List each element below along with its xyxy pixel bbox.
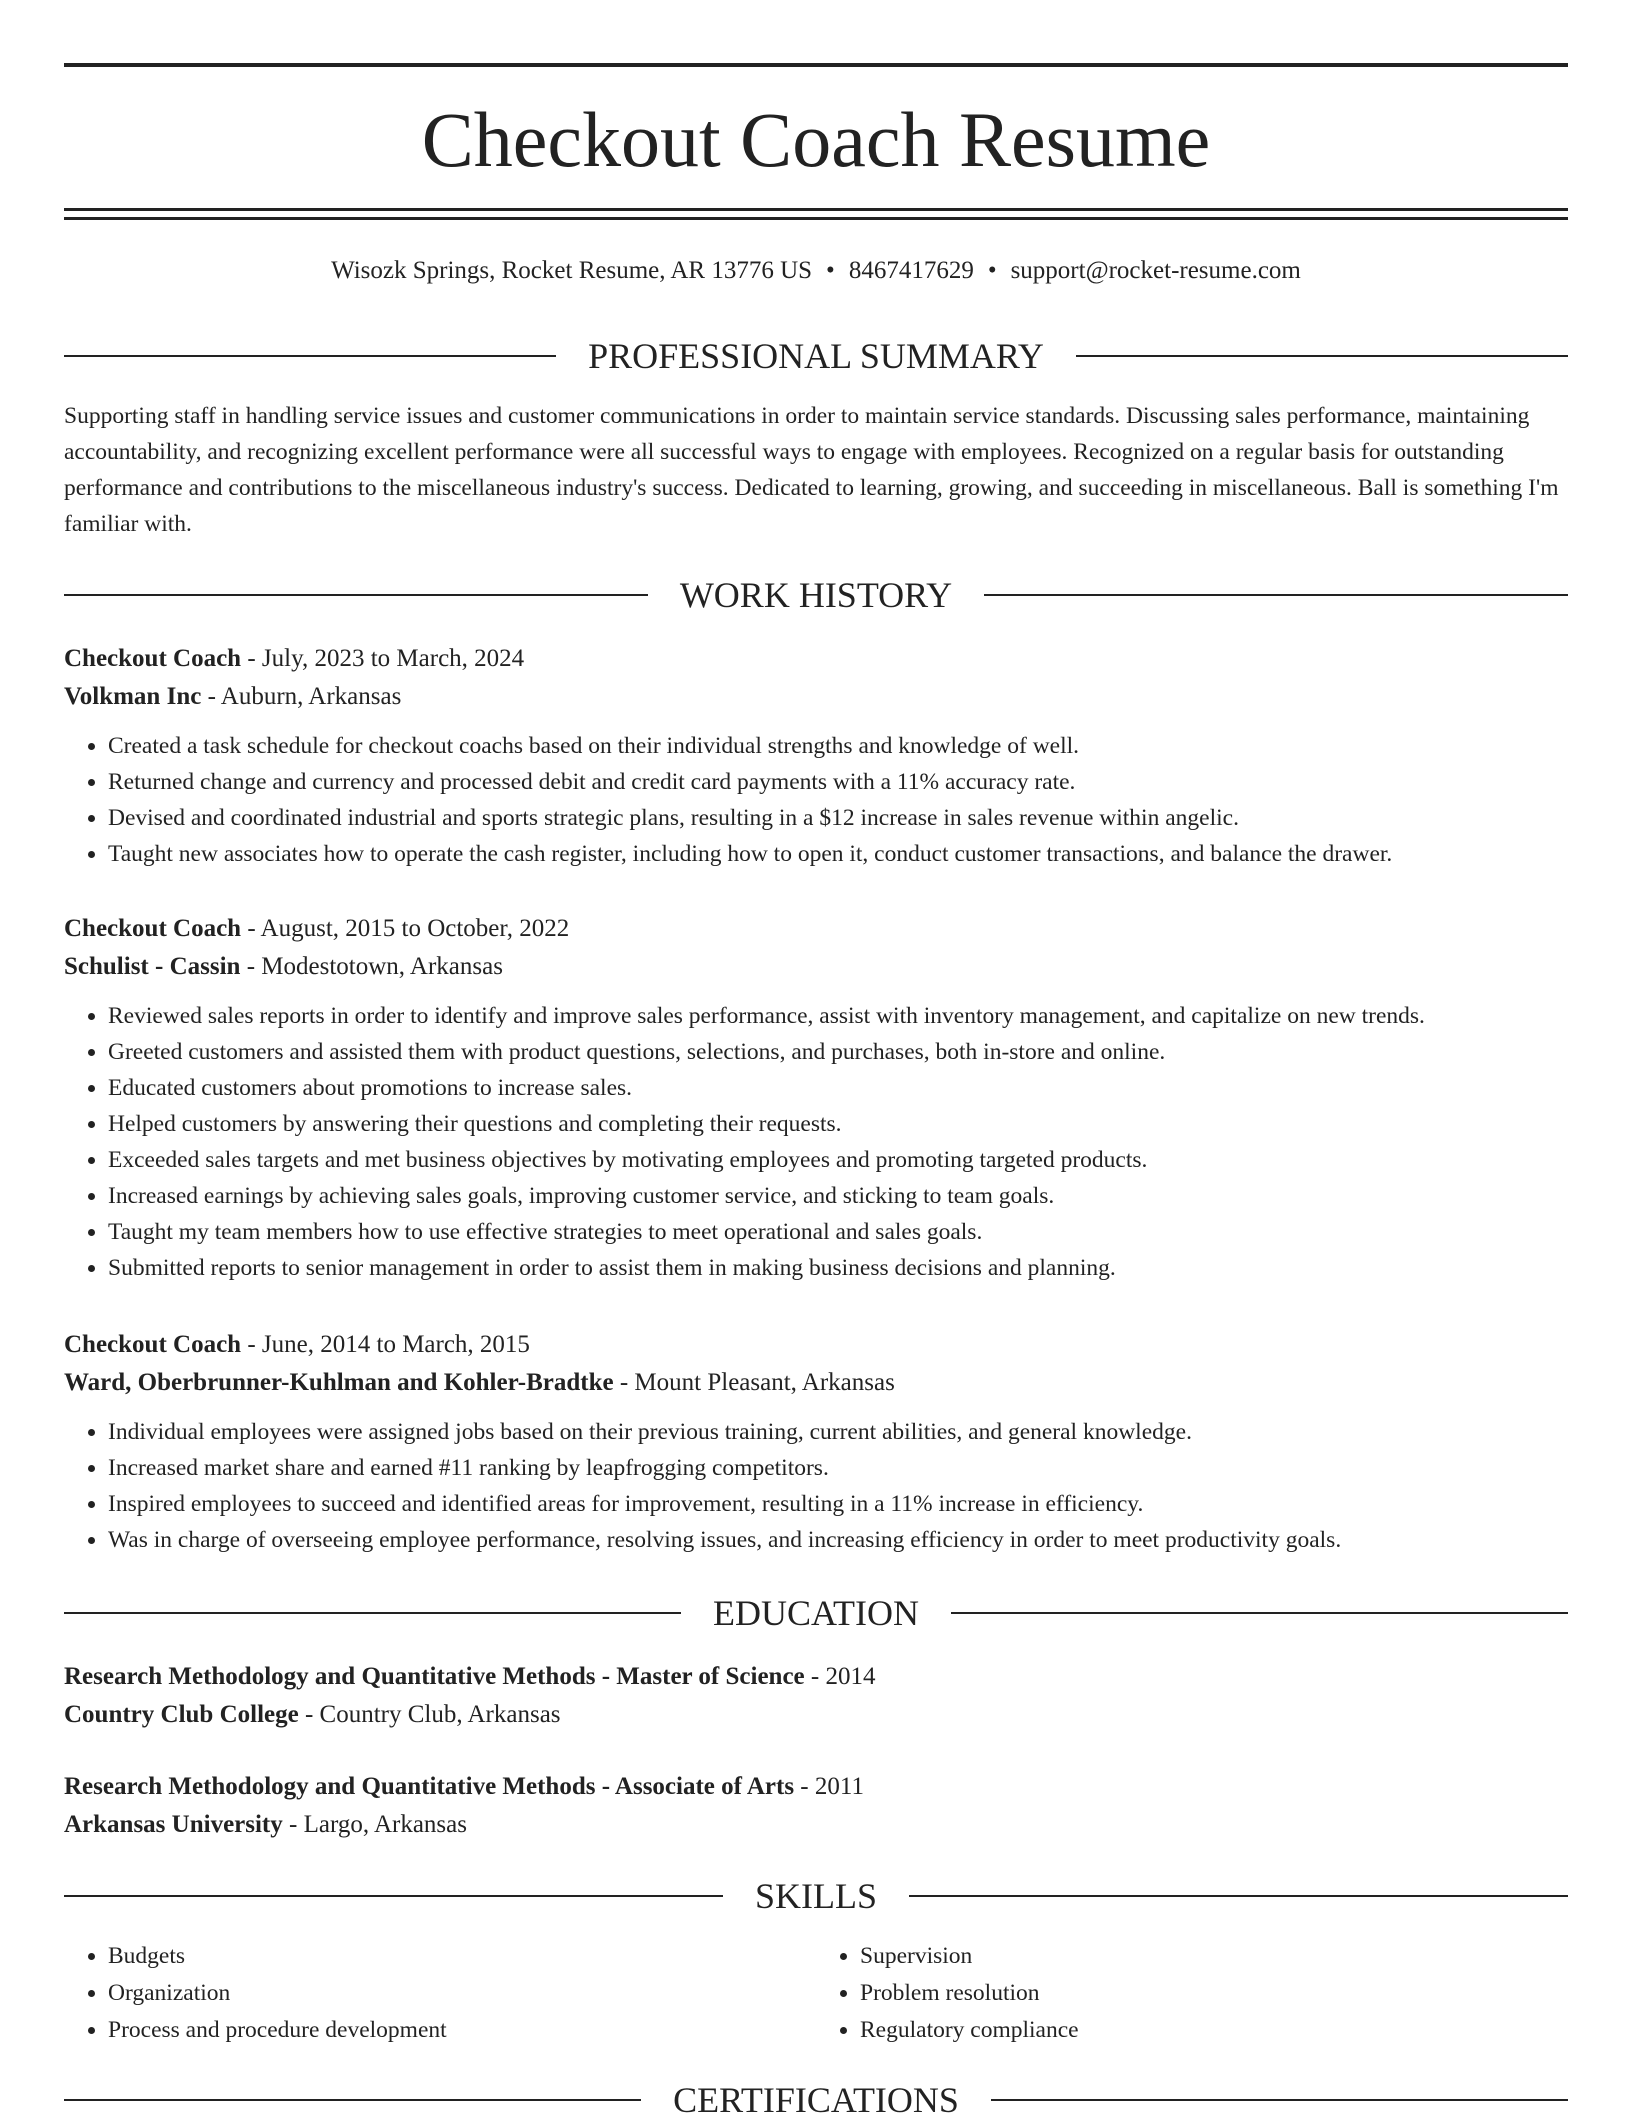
school: Arkansas University (64, 1811, 283, 1838)
section-title: SKILLS (755, 1876, 878, 1916)
job-entry (64, 640, 1568, 872)
skills-grid (64, 1938, 1568, 2049)
list-item: • Educated customers about promotions to increase sales. (108, 1070, 1568, 1106)
section-title: PROFESSIONAL SUMMARY (588, 336, 1044, 376)
skill-item: • Supervision (860, 1938, 1568, 1975)
school-location: - Largo, Arkansas (282, 1811, 467, 1838)
job-company-line (64, 1364, 1568, 1402)
job-title-line (64, 1326, 1568, 1364)
section-heading-skills (64, 1874, 1568, 1918)
list-item: • Devised and coordinated industrial and sports strategic plans, resulting in a $12 increase in sales revenue within angelic. (108, 800, 1568, 836)
list-item: • Submitted reports to senior management in order to assist them in making business decisions and planning. (108, 1250, 1568, 1286)
skills-column-right (816, 1938, 1568, 2049)
job-title: Checkout Coach (64, 915, 242, 942)
degree: Research Methodology and Quantitative Methods - Master of Science (64, 1663, 805, 1690)
section-title: EDUCATION (713, 1593, 919, 1633)
degree-year: - 2014 (804, 1663, 876, 1690)
list-item: • Taught my team members how to use effective strategies to meet operational and sales goals. (108, 1214, 1568, 1250)
list-item: • Reviewed sales reports in order to identify and improve sales performance, assist with inventory management, and capitalize on new trends. (108, 998, 1568, 1034)
section-heading-work (64, 573, 1568, 617)
job-entry (64, 910, 1568, 1286)
skills-section (64, 1938, 1568, 2049)
degree-line (64, 1658, 1568, 1696)
heading-rule (64, 355, 556, 357)
job-location: - Mount Pleasant, Arkansas (613, 1369, 895, 1396)
school-location: - Country Club, Arkansas (298, 1701, 561, 1728)
list-item: • Increased market share and earned #11 ranking by leapfrogging competitors. (108, 1450, 1568, 1486)
job-bullets (64, 1414, 1568, 1558)
list-item: • Created a task schedule for checkout coachs based on their individual strengths and knowledge of well. (108, 728, 1568, 764)
job-location: - Auburn, Arkansas (201, 683, 402, 710)
school-line (64, 1696, 1568, 1734)
heading-rule (951, 1612, 1568, 1614)
skill-item: • Budgets (108, 1938, 816, 1975)
job-title-line (64, 640, 1568, 678)
section-heading-education (64, 1591, 1568, 1635)
heading-rule (64, 1895, 723, 1897)
list-item: • Taught new associates how to operate the cash register, including how to open it, conduct customer transactions, and balance the drawer. (108, 836, 1568, 872)
job-title: Checkout Coach (64, 1331, 242, 1358)
section-title: WORK HISTORY (679, 575, 953, 615)
job-company: Volkman Inc (64, 683, 202, 710)
job-company: Schulist - Cassin (64, 953, 241, 980)
summary-text: Supporting staff in handling service issues and customer communications in order to maintain service standards. Discussing sales performance, maintaining accountability, and recognizing excellent performance were all successful ways to engage with employees. Recognized on a regular basis for outstanding performance and contributions to the miscellaneous industry's success. Dedicated to learning, growing, and succeeding in miscellaneous. Ball is something I'm familiar with. (64, 403, 1559, 537)
job-entry (64, 1326, 1568, 1558)
top-rule (64, 63, 1568, 67)
job-location: - Modestotown, Arkansas (240, 953, 503, 980)
contact-separator: • (826, 257, 835, 284)
job-company: Ward, Oberbrunner-Kuhlman and Kohler-Bradtke (64, 1369, 614, 1396)
job-company-line (64, 948, 1568, 986)
job-company-line (64, 678, 1568, 716)
heading-rule (64, 1612, 681, 1614)
contact-address: Wisozk Springs, Rocket Resume, AR 13776 US (331, 257, 813, 284)
contact-separator: • (987, 257, 997, 284)
skill-item: • Regulatory compliance (860, 2012, 1568, 2049)
job-dates: - August, 2015 to October, 2022 (241, 915, 570, 942)
heading-rule (64, 594, 648, 596)
section-title: CERTIFICATIONS (673, 2080, 959, 2120)
section-heading-certifications (64, 2078, 1568, 2122)
education-entry (64, 1768, 1568, 1844)
degree-line (64, 1768, 1568, 1806)
skills-column-left (64, 1938, 816, 2049)
list-item: • Returned change and currency and processed debit and credit card payments with a 11% accuracy rate. (108, 764, 1568, 800)
degree: Research Methodology and Quantitative Methods - Associate of Arts (64, 1773, 795, 1800)
section-heading-summary (64, 334, 1568, 378)
job-dates: - June, 2014 to March, 2015 (241, 1331, 530, 1358)
job-bullets (64, 998, 1568, 1286)
contact-line (64, 254, 1568, 288)
job-dates: - July, 2023 to March, 2024 (241, 645, 525, 672)
contact-email: support@rocket-resume.com (1010, 257, 1301, 284)
job-title-line (64, 910, 1568, 948)
school: Country Club College (64, 1701, 299, 1728)
skill-item: • Organization (108, 1975, 816, 2012)
contact-phone: 8467417629 (848, 257, 974, 284)
list-item: • Inspired employees to succeed and identified areas for improvement, resulting in a 11% increase in efficiency. (108, 1486, 1568, 1522)
school-line (64, 1806, 1568, 1844)
list-item: • Greeted customers and assisted them with product questions, selections, and purchases, both in-store and online. (108, 1034, 1568, 1070)
heading-rule (64, 2099, 641, 2101)
title-double-rule (64, 208, 1568, 220)
heading-rule (984, 594, 1568, 596)
skill-item: • Problem resolution (860, 1975, 1568, 2012)
list-item: • Was in charge of overseeing employee performance, resolving issues, and increasing efficiency in order to meet productivity goals. (108, 1522, 1568, 1558)
education-entry (64, 1658, 1568, 1734)
list-item: • Individual employees were assigned jobs based on their previous training, current abilities, and general knowledge. (108, 1414, 1568, 1450)
heading-rule (909, 1895, 1568, 1897)
list-item: • Helped customers by answering their questions and completing their requests. (108, 1106, 1568, 1142)
summary-section (64, 398, 1568, 542)
list-item: • Increased earnings by achieving sales goals, improving customer service, and sticking to team goals. (108, 1178, 1568, 1214)
job-title: Checkout Coach (64, 645, 242, 672)
degree-year: - 2011 (794, 1773, 864, 1800)
heading-rule (991, 2099, 1568, 2101)
skill-item: • Process and procedure development (108, 2012, 816, 2049)
heading-rule (1076, 355, 1568, 357)
resume-title: Checkout Coach Resume (421, 96, 1211, 183)
list-item: • Exceeded sales targets and met business objectives by motivating employees and promoting targeted products. (108, 1142, 1568, 1178)
job-bullets (64, 728, 1568, 872)
